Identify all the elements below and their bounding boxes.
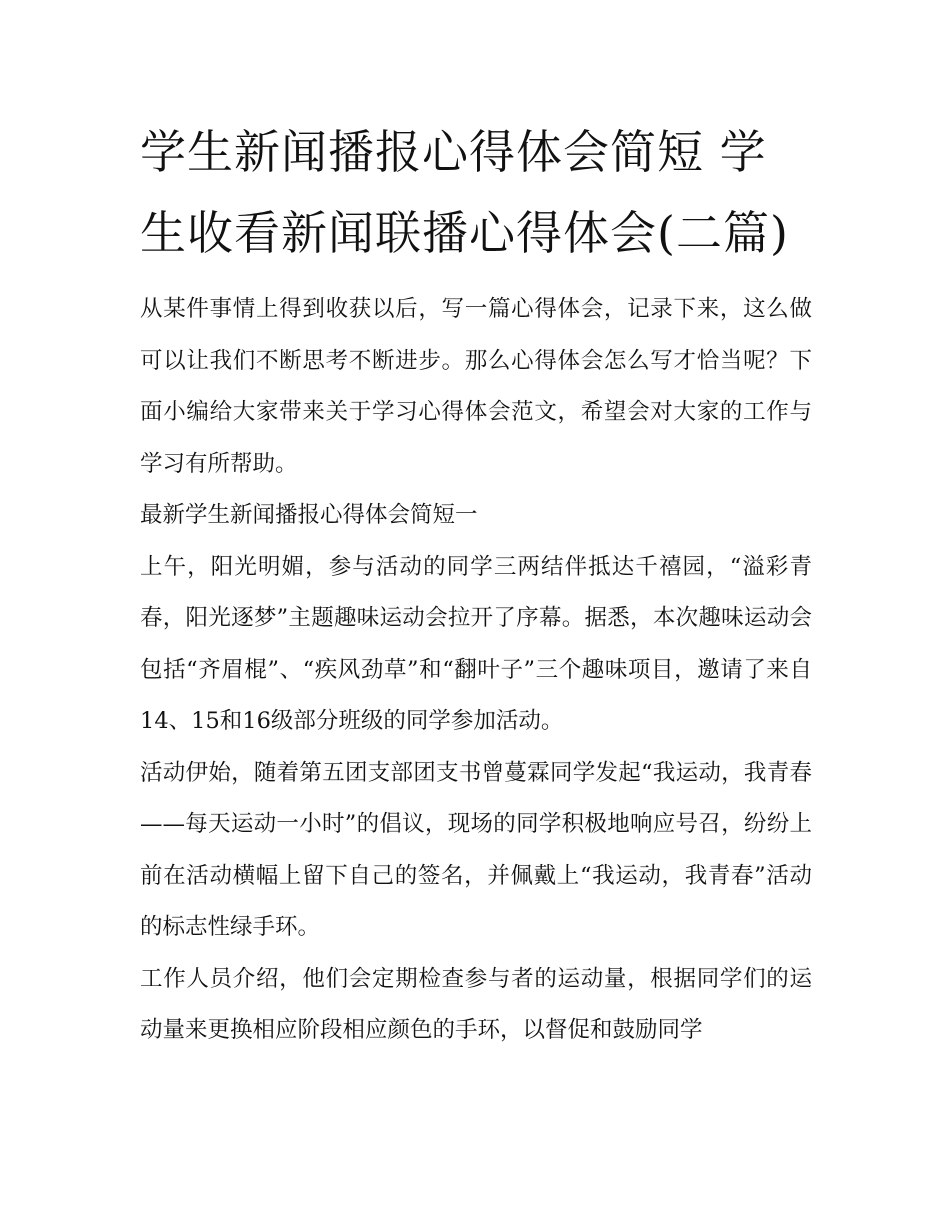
document-body: [140, 284, 812, 1057]
intro-paragraph: 从某件事情上得到收获以后，写一篇心得体会，记录下来，这么做可以让我们不断思考不断进步。那么心得体会怎么写才恰当呢？下面小编给大家带来关于学习心得体会范文，希望会对大家的工作与学习有所帮助。: [140, 296, 812, 477]
section-heading: 最新学生新闻播报心得体会简短一: [140, 502, 478, 528]
body-paragraph: 工作人员介绍，他们会定期检查参与者的运动量，根据同学们的运动量来更换相应阶段相应颜色的手环，以督促和鼓励同学: [140, 965, 812, 1043]
body-paragraph: 上午，阳光明媚，参与活动的同学三两结伴抵达千禧园，“溢彩青春，阳光逐梦”主题趣味运动会拉开了序幕。据悉，本次趣味运动会包括“齐眉棍”、“疾风劲草”和“翻叶子”三个趣味项目，邀请了来自14、15和16级部分班级的同学参加活动。: [140, 553, 812, 734]
document-page: [140, 112, 812, 1057]
body-paragraph: 活动伊始，随着第五团支部团支书曾蔓霖同学发起“我运动，我青春——每天运动一小时”的倡议，现场的同学积极地响应号召，纷纷上前在活动横幅上留下自己的签名，并佩戴上“我运动，我青春”活动的标志性绿手环。: [140, 759, 812, 940]
document-title: 学生新闻播报心得体会简短 学生收看新闻联播心得体会(二篇): [140, 125, 789, 260]
